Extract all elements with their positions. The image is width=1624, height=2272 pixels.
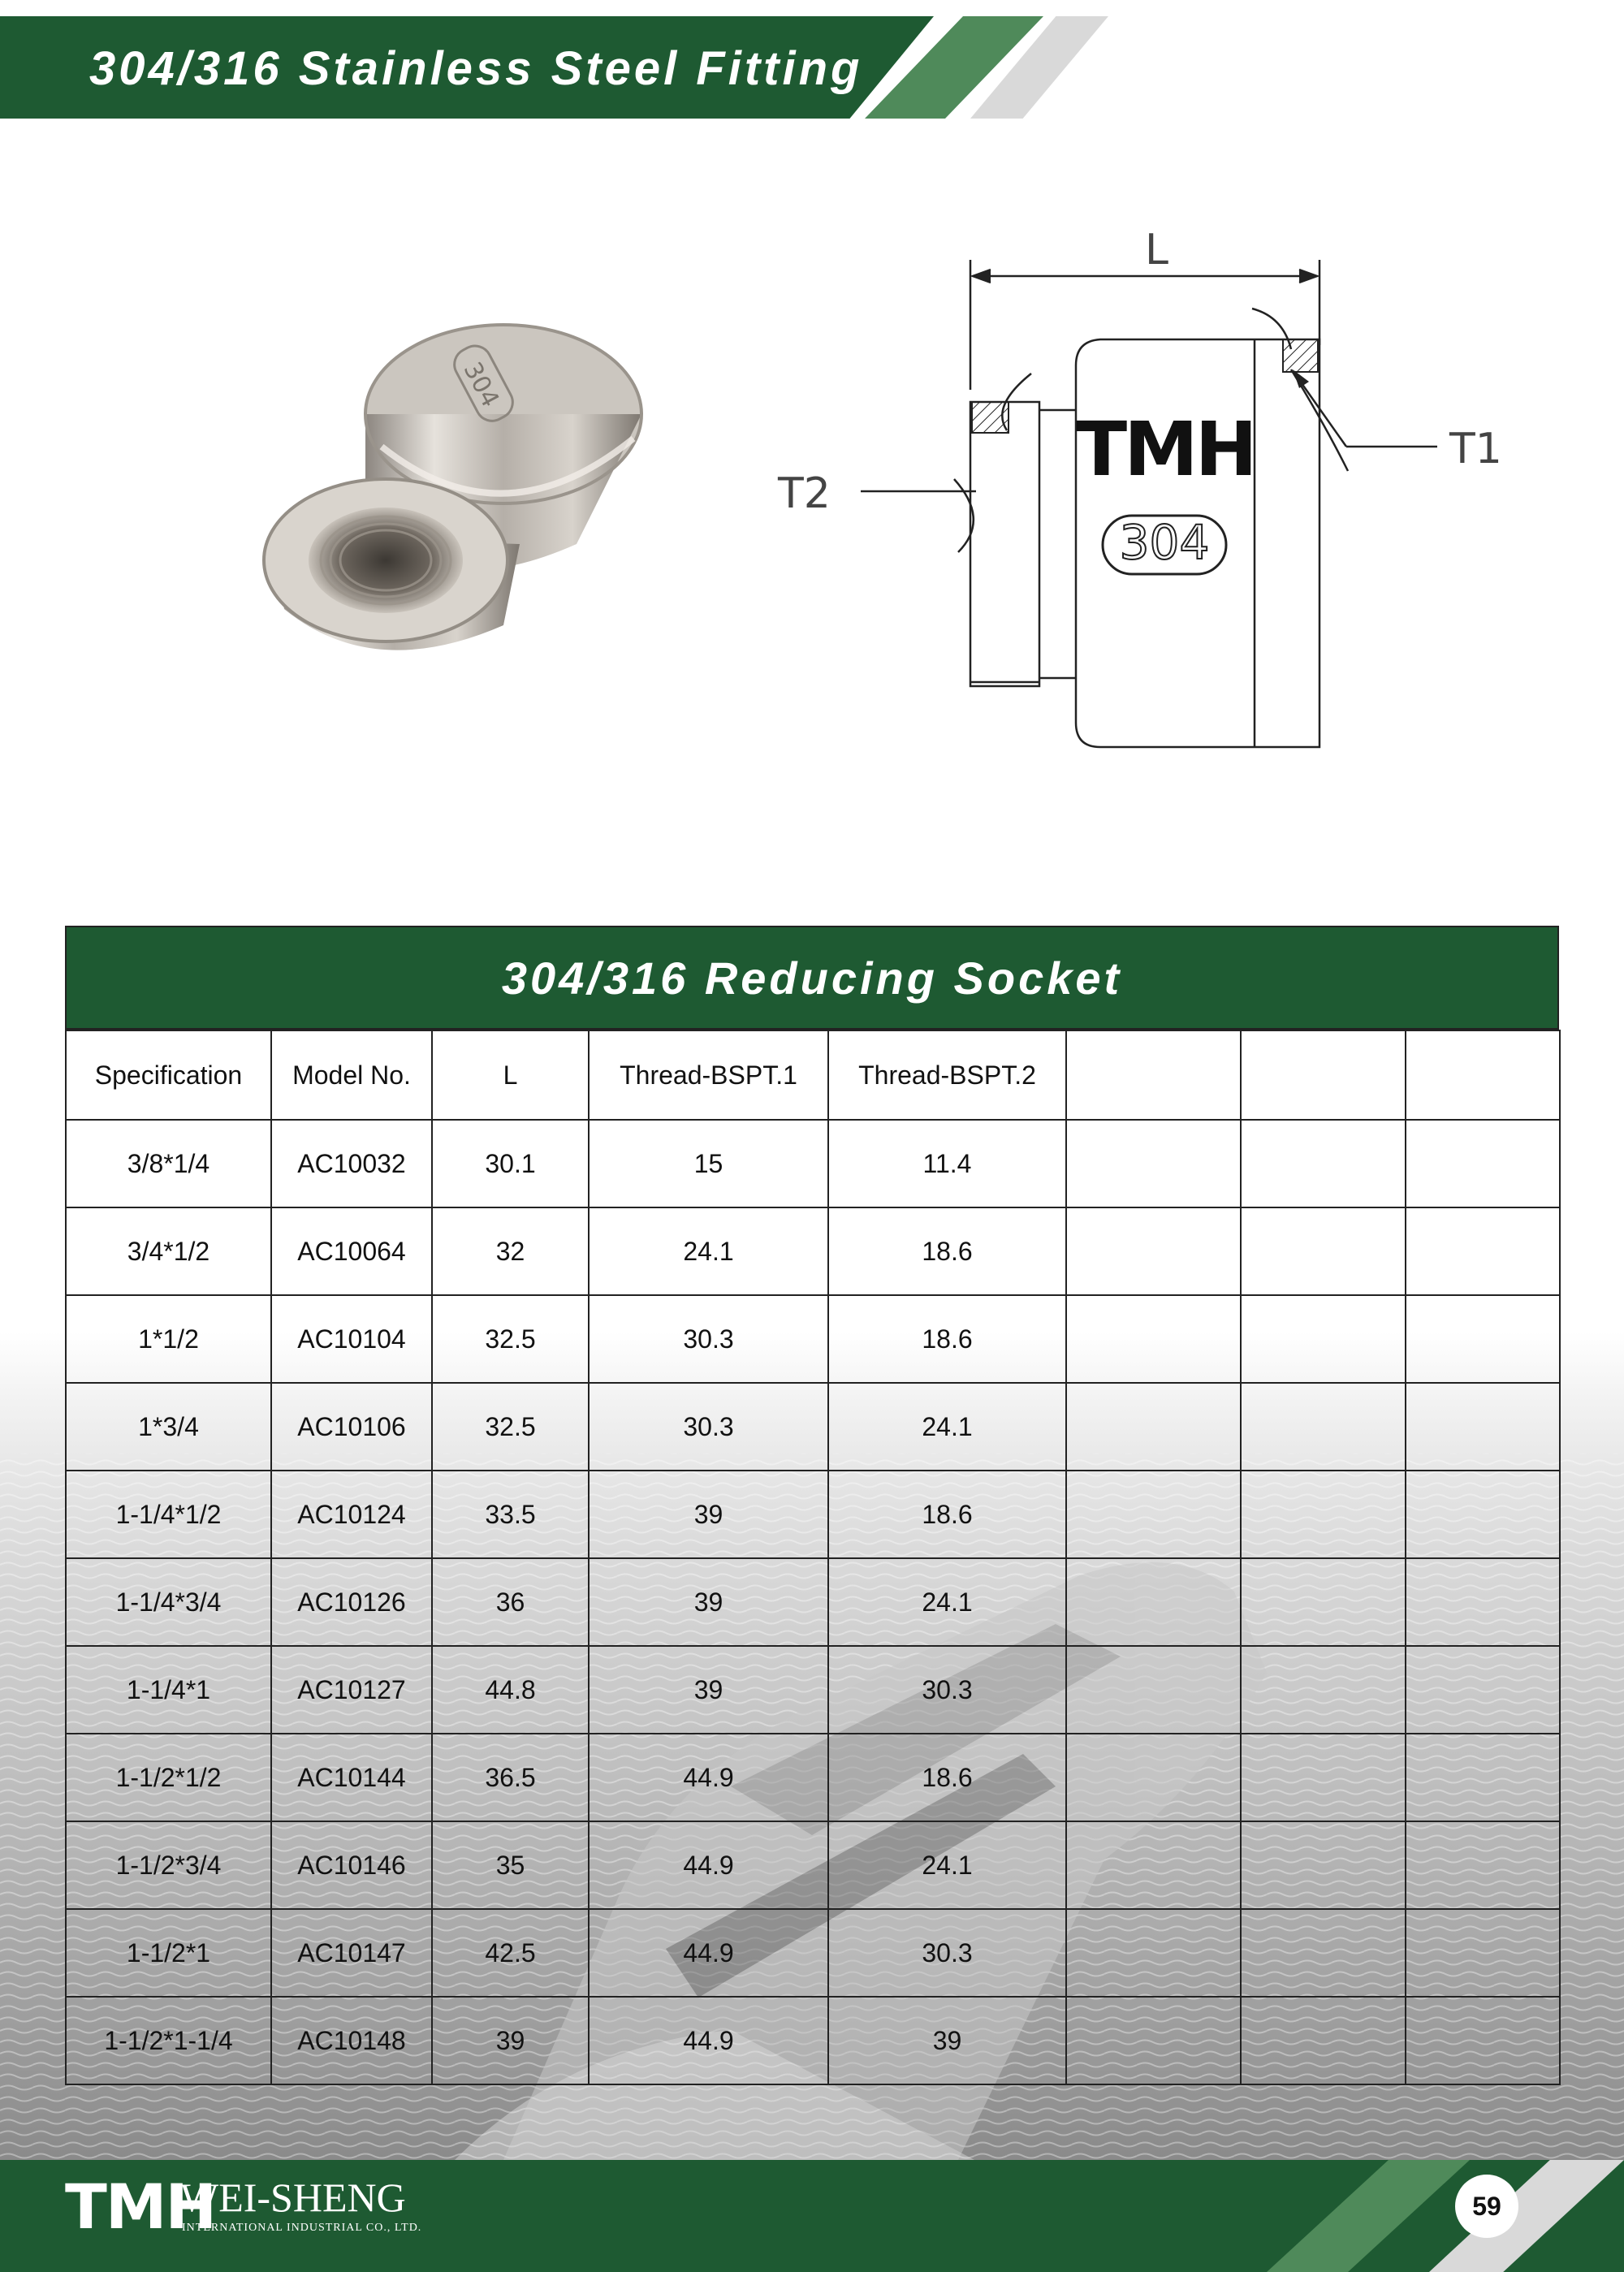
table-cell xyxy=(1406,1997,1560,2084)
table-row xyxy=(66,1207,1560,1295)
table-cell: 39 xyxy=(589,1558,828,1646)
table-cell xyxy=(1241,1120,1406,1207)
column-header xyxy=(1241,1030,1406,1120)
table-cell xyxy=(1066,1909,1241,1997)
brand-mark-text: TMH xyxy=(1076,406,1255,493)
table-cell xyxy=(1066,1558,1241,1646)
spec-table-container xyxy=(65,926,1559,2085)
table-cell: 30.3 xyxy=(828,1646,1066,1734)
table-row xyxy=(66,1295,1560,1383)
table-cell xyxy=(1406,1646,1560,1734)
table-cell: 44.9 xyxy=(589,1821,828,1909)
table-cell: 35 xyxy=(432,1821,589,1909)
thread-section-t2 xyxy=(972,402,1009,433)
table-cell: 32.5 xyxy=(432,1295,589,1383)
table-cell: 1-1/4*1 xyxy=(66,1646,271,1734)
table-cell: AC10147 xyxy=(271,1909,432,1997)
spec-table xyxy=(65,1030,1561,2085)
table-cell: 1-1/2*3/4 xyxy=(66,1821,271,1909)
table-cell xyxy=(1241,1558,1406,1646)
table-cell xyxy=(1406,1295,1560,1383)
table-cell xyxy=(1066,1207,1241,1295)
table-cell: 44.9 xyxy=(589,1734,828,1821)
table-cell xyxy=(1066,1646,1241,1734)
table-cell xyxy=(1066,1383,1241,1471)
column-header: Specification xyxy=(66,1030,271,1120)
table-cell: 32 xyxy=(432,1207,589,1295)
table-cell xyxy=(1241,1821,1406,1909)
table-cell: 18.6 xyxy=(828,1207,1066,1295)
table-cell xyxy=(1406,1558,1560,1646)
table-cell xyxy=(1406,1471,1560,1558)
column-header xyxy=(1066,1030,1241,1120)
table-cell: 18.6 xyxy=(828,1471,1066,1558)
dimension-label-l: L xyxy=(1145,227,1168,274)
table-cell xyxy=(1066,1295,1241,1383)
table-cell: AC10126 xyxy=(271,1558,432,1646)
table-cell: AC10144 xyxy=(271,1734,432,1821)
table-cell xyxy=(1241,1295,1406,1383)
table-cell: 24.1 xyxy=(589,1207,828,1295)
table-cell: 30.3 xyxy=(589,1383,828,1471)
table-cell xyxy=(1241,1734,1406,1821)
table-row xyxy=(66,1383,1560,1471)
column-header: Thread-BSPT.2 xyxy=(828,1030,1066,1120)
thread-label-t2: T2 xyxy=(778,469,831,518)
page-number-badge: 59 xyxy=(1455,2175,1518,2238)
table-cell: 18.6 xyxy=(828,1734,1066,1821)
table-row xyxy=(66,1120,1560,1207)
table-header-row xyxy=(66,1030,1560,1120)
table-cell: 36.5 xyxy=(432,1734,589,1821)
table-cell: 39 xyxy=(432,1997,589,2084)
table-cell: 39 xyxy=(589,1471,828,1558)
table-cell xyxy=(1406,1383,1560,1471)
table-cell: 30.1 xyxy=(432,1120,589,1207)
table-cell: AC10032 xyxy=(271,1120,432,1207)
table-cell: 33.5 xyxy=(432,1471,589,1558)
table-cell: AC10104 xyxy=(271,1295,432,1383)
table-row xyxy=(66,1821,1560,1909)
table-cell: 30.3 xyxy=(589,1295,828,1383)
column-header xyxy=(1406,1030,1560,1120)
table-cell xyxy=(1406,1734,1560,1821)
table-cell xyxy=(1241,1997,1406,2084)
table-cell: AC10124 xyxy=(271,1471,432,1558)
table-row xyxy=(66,1997,1560,2084)
table-cell xyxy=(1066,1821,1241,1909)
table-cell: 44.9 xyxy=(589,1997,828,2084)
table-cell: 1-1/2*1-1/4 xyxy=(66,1997,271,2084)
footer-company-name: WEI-SHENG xyxy=(180,2175,406,2220)
column-header: L xyxy=(432,1030,589,1120)
table-cell: AC10127 xyxy=(271,1646,432,1734)
column-header: Thread-BSPT.1 xyxy=(589,1030,828,1120)
table-cell: 3/4*1/2 xyxy=(66,1207,271,1295)
table-cell: 11.4 xyxy=(828,1120,1066,1207)
table-cell: 24.1 xyxy=(828,1383,1066,1471)
table-row xyxy=(66,1471,1560,1558)
table-cell: 44.8 xyxy=(432,1646,589,1734)
table-cell: 36 xyxy=(432,1558,589,1646)
page-title: 304/316 Stainless Steel Fitting xyxy=(89,42,863,95)
table-cell: AC10148 xyxy=(271,1997,432,2084)
cast-mark-text: 304 xyxy=(457,357,505,413)
table-cell: 42.5 xyxy=(432,1909,589,1997)
table-cell: 30.3 xyxy=(828,1909,1066,1997)
technical-drawing xyxy=(763,227,1535,780)
table-cell: 24.1 xyxy=(828,1558,1066,1646)
table-cell xyxy=(1066,1734,1241,1821)
table-row xyxy=(66,1558,1560,1646)
table-cell xyxy=(1406,1120,1560,1207)
table-cell: 1-1/4*3/4 xyxy=(66,1558,271,1646)
table-cell: 44.9 xyxy=(589,1909,828,1997)
table-cell xyxy=(1241,1471,1406,1558)
table-row xyxy=(66,1646,1560,1734)
table-cell: 24.1 xyxy=(828,1821,1066,1909)
table-cell: 32.5 xyxy=(432,1383,589,1471)
table-cell: 18.6 xyxy=(828,1295,1066,1383)
table-cell xyxy=(1406,1821,1560,1909)
table-cell xyxy=(1241,1909,1406,1997)
table-row xyxy=(66,1909,1560,1997)
table-cell: AC10064 xyxy=(271,1207,432,1295)
table-cell: 1-1/2*1/2 xyxy=(66,1734,271,1821)
table-cell xyxy=(1066,1471,1241,1558)
table-cell xyxy=(1406,1909,1560,1997)
table-cell xyxy=(1066,1120,1241,1207)
table-cell: 39 xyxy=(589,1646,828,1734)
table-cell: AC10146 xyxy=(271,1821,432,1909)
table-cell: 15 xyxy=(589,1120,828,1207)
table-cell: 1-1/2*1 xyxy=(66,1909,271,1997)
table-cell xyxy=(1406,1207,1560,1295)
table-title: 304/316 Reducing Socket xyxy=(65,926,1559,1030)
product-photo xyxy=(235,300,658,706)
thread-label-t1: T1 xyxy=(1449,425,1502,473)
table-row xyxy=(66,1734,1560,1821)
footer-company-subtitle: INTERNATIONAL INDUSTRIAL CO., LTD. xyxy=(182,2222,422,2234)
table-cell xyxy=(1241,1646,1406,1734)
material-mark-text: 304 xyxy=(1119,515,1210,570)
table-cell: 1*1/2 xyxy=(66,1295,271,1383)
table-cell: 1*3/4 xyxy=(66,1383,271,1471)
table-cell xyxy=(1241,1383,1406,1471)
column-header: Model No. xyxy=(271,1030,432,1120)
table-cell xyxy=(1241,1207,1406,1295)
footer-logo: TMH xyxy=(65,2170,216,2243)
table-cell xyxy=(1066,1997,1241,2084)
table-cell: 3/8*1/4 xyxy=(66,1120,271,1207)
table-cell: AC10106 xyxy=(271,1383,432,1471)
thread-section-t1 xyxy=(1283,339,1318,372)
table-cell: 1-1/4*1/2 xyxy=(66,1471,271,1558)
table-cell: 39 xyxy=(828,1997,1066,2084)
